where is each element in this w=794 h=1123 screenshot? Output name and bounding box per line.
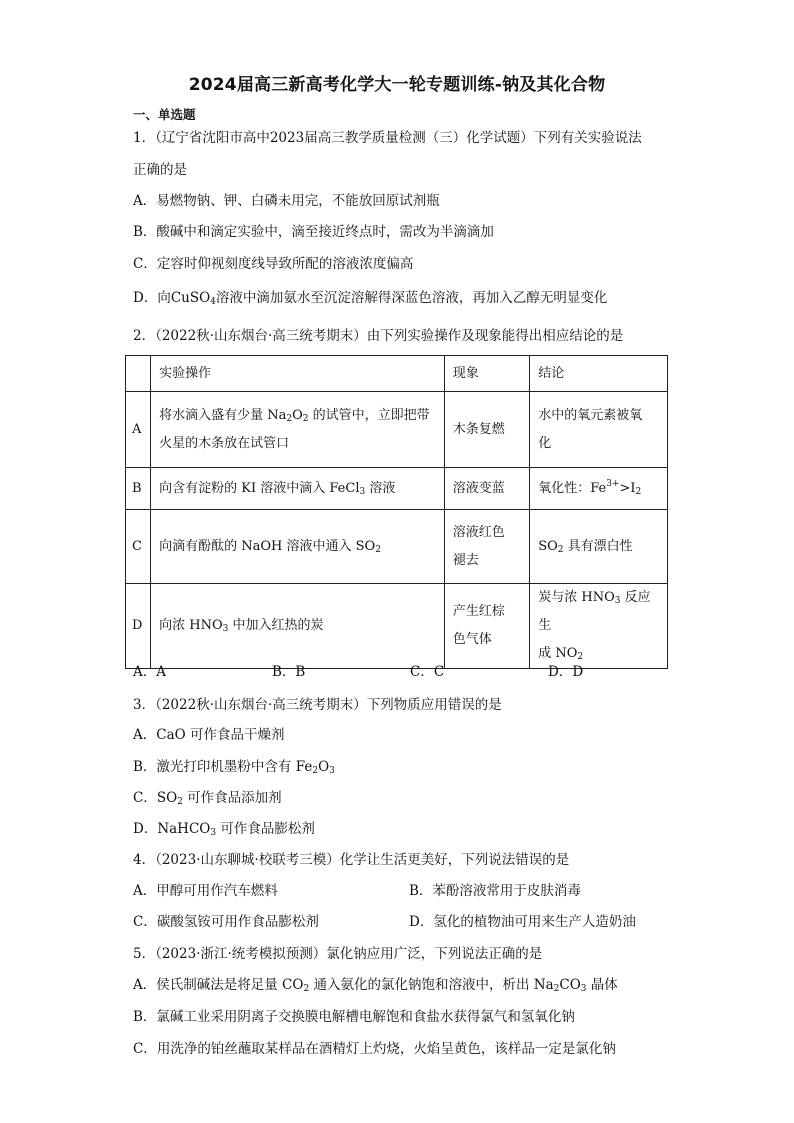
q2-row-a-op-mid: O (292, 407, 303, 423)
q2-option-c: C．C (410, 664, 445, 680)
q2-row-a-conclusion-line2: 化 (538, 435, 552, 451)
q2-row-b-conclusion-pre: 氧化性：Fe (538, 480, 607, 496)
q2-row-c-conclusion-post: 具有漂白性 (563, 538, 633, 554)
q5-option-a (133, 975, 618, 995)
q4-option-b: B．苯酚溶液常用于皮肤消毒 (409, 883, 581, 899)
q2-row-a (126, 392, 668, 468)
q5-option-a-co: CO (559, 977, 581, 993)
q2-header-phenomenon: 现象 (444, 356, 529, 392)
q2-row-d-conclusion-pre: 炭与浓 HNO (538, 590, 615, 605)
q2-option-b: B．B (272, 664, 306, 680)
q2-row-c-phenomenon-line1: 溶液红色 (452, 524, 505, 540)
q2-row-b-operation (151, 468, 445, 510)
q3-option-d-sub: 3 (210, 828, 217, 838)
q3-option-b-sub1: 2 (312, 766, 319, 776)
q2-row-a-operation (151, 392, 445, 468)
q5-option-a-sub3: 3 (580, 984, 587, 994)
q2-row-b-op-sub: 3 (359, 486, 366, 497)
q2-row-d-conclusion-line2-sub: 2 (577, 652, 584, 662)
q4-option-d: D．氢化的植物油可用来生产人造奶油 (409, 914, 636, 930)
q3-option-a: A．CaO 可作食品干燥剂 (133, 727, 285, 743)
q2-row-b-conclusion-sub: 2 (635, 486, 642, 497)
q2-row-d-op-sub: 3 (222, 624, 229, 634)
q2-row-d-conclusion-line2-pre: 成 NO (538, 646, 578, 661)
q2-row-c-conclusion-pre: SO (538, 538, 558, 554)
q1-option-d (133, 288, 607, 308)
q1-stem-line1: 1．（辽宁省沈阳市高中2023届高三教学质量检测（三）化学试题）下列有关实验说法 (133, 130, 642, 146)
q2-row-c-conclusion-sub: 2 (557, 544, 564, 555)
q5-option-a-pre: A．侯氏制碱法是将足量 CO (133, 977, 304, 993)
q2-header-blank (126, 356, 151, 392)
q2-row-c-conclusion (530, 510, 668, 584)
q2-row-b-conclusion-mid: >I (619, 480, 636, 496)
q2-row-a-op-sub2: 2 (302, 413, 309, 424)
q2-row-c-label: C (126, 510, 151, 584)
q3-option-c-pre: C．SO (133, 790, 178, 806)
q3-option-c-sub: 2 (177, 797, 183, 807)
q5-option-b: B．氯碱工业采用阴离子交换膜电解槽电解饱和食盐水获得氯气和氢氧化钠 (133, 1009, 575, 1025)
section-heading: 一、单选题 (133, 107, 196, 122)
q2-row-c-operation (151, 510, 445, 584)
q2-row-c-op-pre: 向滴有酚酞的 NaOH 溶液中通入 SO (159, 538, 376, 554)
q2-row-d-phenomenon-line2: 色气体 (452, 632, 492, 647)
q5-option-a-sub2: 2 (553, 984, 560, 994)
q2-row-c-phenomenon-line2: 褪去 (452, 552, 479, 568)
q1-option-a: A．易燃物钠、钾、白磷未用完，不能放回原试剂瓶 (133, 193, 440, 209)
q1-option-d-pre: D．向CuSO (133, 290, 211, 306)
q3-option-b-mid: O (318, 759, 330, 775)
q4-stem: 4．（2023·山东聊城·校联考三模）化学让生活更美好，下列说法错误的是 (133, 852, 570, 868)
q2-row-d-conclusion-post: 反应生 (538, 590, 651, 633)
q1-option-c: C．定容时仰视刻度线导致所配的溶液浓度偏高 (133, 256, 414, 272)
q5-option-a-sub1: 2 (303, 984, 310, 994)
q2-row-a-op-line2: 火星的木条放在试管口 (159, 435, 290, 451)
q2-stem: 2．（2022秋·山东烟台·高三统考期末）由下列实验操作及现象能得出相应结论的是 (133, 328, 624, 344)
q2-row-b-op-pre: 向含有淀粉的 KI 溶液中滴入 FeCl (159, 480, 360, 496)
q5-stem: 5．（2023·浙江·统考模拟预测）氯化钠应用广泛，下列说法正确的是 (133, 946, 543, 962)
q2-row-d-op-pre: 向浓 HNO (159, 618, 223, 633)
q1-option-b: B．酸碱中和滴定实验中，滴至接近终点时，需改为半滴滴加 (133, 224, 494, 240)
q2-row-b (126, 468, 668, 510)
q2-row-b-phenomenon: 溶液变蓝 (444, 468, 529, 510)
q3-option-c (133, 788, 282, 808)
q2-header-conclusion: 结论 (530, 356, 668, 392)
q4-option-a: A．甲醇可用作汽车燃料 (133, 883, 278, 899)
q2-row-c-phenomenon (444, 510, 529, 584)
q2-row-c (126, 510, 668, 584)
q2-row-a-phenomenon: 木条复燃 (444, 392, 529, 468)
q3-option-d-post: 可作食品膨松剂 (216, 821, 315, 837)
q2-row-b-op-post: 溶液 (365, 480, 396, 496)
q2-option-a: A．A (133, 664, 166, 680)
q2-row-d-op-post: 中加入红热的炭 (228, 618, 324, 633)
q2-row-d (126, 584, 668, 669)
q2-row-a-op-pre: 将水滴入盛有少量 Na (159, 407, 287, 423)
q3-option-d (133, 819, 315, 839)
q2-row-d-conclusion (530, 584, 668, 669)
document-title: 2024届高三新高考化学大一轮专题训练-钠及其化合物 (188, 75, 606, 95)
q2-row-a-conclusion (530, 392, 668, 468)
q2-row-b-label: B (126, 468, 151, 510)
q2-row-d-phenomenon (444, 584, 529, 669)
q2-header-row (126, 356, 668, 392)
q2-option-d: D．D (548, 664, 584, 680)
q2-row-d-label: D (126, 584, 151, 669)
q1-option-d-post: 溶液中滴加氨水至沉淀溶解得深蓝色溶液，再加入乙醇无明显变化 (215, 290, 608, 306)
q2-row-c-op-sub: 2 (375, 544, 381, 555)
q1-option-d-sub: 4 (210, 297, 216, 307)
q4-option-c: C．碳酸氢铵可用作食品膨松剂 (133, 914, 319, 930)
q3-option-b-sub2: 3 (329, 766, 335, 776)
q2-row-a-op-post: 的试管中，立即把带 (308, 407, 430, 423)
q2-row-a-conclusion-line1: 水中的氧元素被氧 (538, 407, 643, 423)
q3-option-b (133, 757, 335, 777)
q3-stem: 3．（2022秋·山东烟台·高三统考期末）下列物质应用错误的是 (133, 697, 502, 713)
q5-option-c: C．用洗净的铂丝蘸取某样品在酒精灯上灼烧，火焰呈黄色，该样品一定是氯化钠 (133, 1041, 616, 1057)
q2-row-d-phenomenon-line1: 产生红棕 (452, 604, 505, 619)
q5-option-a-post: 晶体 (586, 977, 618, 993)
q1-stem-line2: 正确的是 (133, 162, 187, 178)
q2-table (125, 355, 668, 669)
q3-option-b-pre: B．激光打印机墨粉中含有 Fe (133, 759, 313, 775)
q3-option-d-pre: D．NaHCO (133, 821, 211, 837)
q2-row-d-conclusion-sub: 3 (614, 596, 621, 606)
q2-header-operation: 实验操作 (151, 356, 445, 392)
q2-row-a-op-sub1: 2 (286, 413, 293, 424)
q2-row-b-conclusion-sup: 3+ (606, 478, 620, 489)
q2-row-d-operation (151, 584, 445, 669)
q3-option-c-post: 可作食品添加剂 (182, 790, 282, 806)
q2-row-a-label: A (126, 392, 151, 468)
q2-row-b-conclusion (530, 468, 668, 510)
q5-option-a-mid: 通入氨化的氯化钠饱和溶液中，析出 Na (309, 977, 554, 993)
